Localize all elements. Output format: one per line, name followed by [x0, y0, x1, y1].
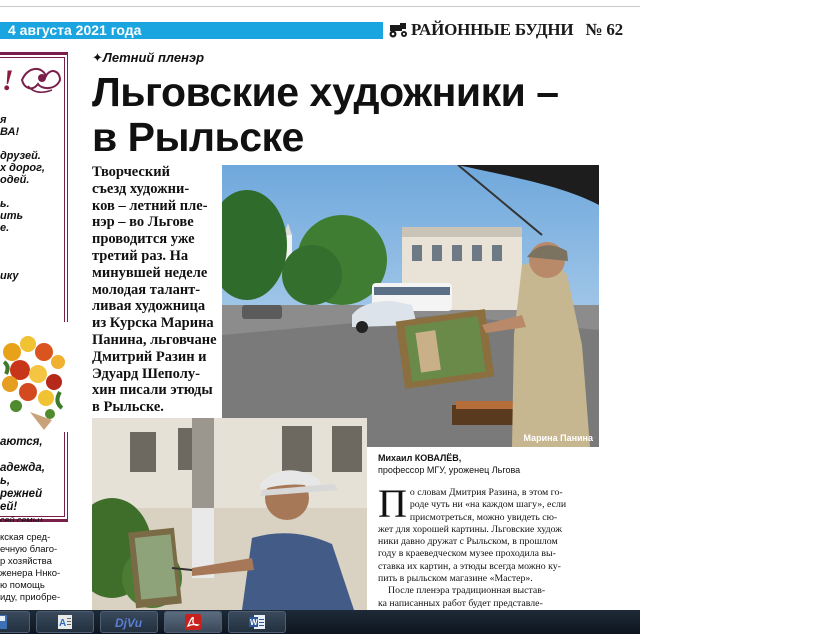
greeting-line: х дорог,	[0, 162, 45, 174]
body-line: пить в рыльском магазине «Мастер».	[378, 573, 533, 585]
lead-line: в Рыльске.	[92, 399, 164, 416]
photo-painter-at-street	[222, 165, 599, 447]
article-rubric: ✦Летний пленэр	[92, 50, 205, 65]
greeting-line: я	[0, 114, 7, 126]
newspaper-name: РАЙОННЫЕ БУДНИ	[411, 20, 574, 39]
greeting-line: ВА!	[0, 126, 20, 138]
masthead	[387, 20, 623, 40]
top-rule	[0, 6, 640, 7]
greeting-line: ь.	[0, 198, 10, 210]
body-line: присмотреться, можно увидеть сю-	[409, 511, 558, 523]
svg-text:W: W	[250, 618, 258, 627]
greeting-line: одей.	[0, 174, 30, 186]
fragment-line: ечную благо-	[0, 544, 58, 555]
fragment-line: женера Ннко-	[0, 568, 61, 579]
fragment-line: кская сред-	[0, 532, 51, 543]
lead-line: ков – летний пле-	[92, 197, 208, 214]
body-line: ка написанных работ будет представле-	[378, 597, 543, 609]
taskbar-app-djvu-viewer[interactable]	[100, 611, 158, 633]
greeting-column	[0, 52, 68, 522]
lead-line: съезд художни-	[92, 180, 190, 197]
article-headline	[92, 70, 632, 160]
greeting-line: е.	[0, 222, 10, 234]
greeting-line	[0, 449, 66, 462]
body-line: жет для хорошей картины. Льговские худож	[378, 523, 563, 535]
blank-right-area	[640, 0, 819, 634]
greeting-text-bottom	[0, 436, 66, 522]
lead-line: третий раз. На	[92, 247, 189, 264]
lead-line: нэр – во Льгове	[92, 214, 194, 231]
taskbar	[0, 610, 640, 634]
photo-man-painting	[92, 418, 367, 610]
greeting-line	[0, 246, 66, 258]
tractor-logo-icon	[387, 22, 409, 38]
article-lead	[92, 164, 216, 416]
photo-caption: Марина Панина	[523, 433, 593, 443]
headline-line-1: Льговские художники –	[92, 69, 559, 115]
greeting-line	[0, 138, 66, 150]
drop-cap: П	[378, 481, 407, 526]
lead-line: Творческий	[92, 164, 170, 180]
article-byline	[378, 452, 598, 476]
greeting-line: друзей.	[0, 150, 41, 162]
taskbar-app-word[interactable]	[228, 611, 286, 633]
left-column-article-fragment	[0, 532, 70, 604]
fragment-line: ю помощь	[0, 580, 45, 591]
body-line: роде чуть ни «на каждом шагу», если	[409, 499, 567, 511]
text-editor-icon	[56, 614, 74, 630]
floral-ornament-icon	[2, 60, 64, 100]
body-line: После пленэра традиционная выстав-	[388, 585, 546, 597]
headline-line-2: в Рыльске	[92, 114, 304, 160]
lead-line: минувшей неделе	[92, 264, 208, 281]
greeting-line: аются,	[0, 436, 43, 448]
save-icon	[0, 614, 10, 630]
djvu-viewer-icon	[114, 614, 144, 630]
greeting-line	[0, 258, 66, 270]
word-icon	[248, 614, 266, 630]
man-painting-illustration	[92, 418, 367, 610]
author-role: профессор МГУ, уроженец Льгова	[378, 465, 521, 475]
lead-line: Панина, льговчане	[92, 331, 217, 348]
ornament-mark: !	[2, 64, 14, 97]
greeting-line: режней	[0, 488, 43, 500]
issue-number: № 62	[585, 20, 623, 39]
flower-bouquet-image	[0, 322, 68, 432]
issue-date-bar	[0, 22, 383, 39]
taskbar-app-save[interactable]	[0, 611, 30, 633]
body-line: ставка их картин, а этюды всегда можно ку-	[378, 560, 561, 572]
fragment-line: р хозяйства	[0, 556, 52, 567]
svg-text:A: A	[59, 618, 67, 629]
taskbar-app-pdf-reader[interactable]	[164, 611, 222, 633]
body-line: году в краеведческом музее проходила вы-	[378, 548, 556, 560]
lead-line: Эдуард Шеполу-	[92, 365, 200, 382]
fragment-line: иду, приобре-	[0, 592, 61, 603]
greeting-line: ь,	[0, 475, 11, 487]
body-line: о словам Дмитрия Разина, в этом го-	[409, 487, 563, 498]
article-body	[378, 481, 600, 622]
author-name: Михаил КОВАЛЁВ,	[378, 453, 462, 463]
lead-line: проводится уже	[92, 231, 195, 248]
lead-line: хин писали этюды	[92, 382, 213, 399]
lead-line: из Курска Марина	[92, 315, 214, 332]
greeting-line: ей!	[0, 501, 18, 513]
rubric-label: Летний пленэр	[102, 50, 205, 65]
greeting-line: адежда,	[0, 462, 45, 474]
lead-line: молодая талант-	[92, 281, 201, 298]
greeting-signature: сей семьи	[0, 515, 43, 522]
street-scene-illustration	[222, 165, 599, 447]
greeting-text-top	[0, 114, 66, 282]
greeting-line: ить	[0, 210, 24, 222]
body-line: ники давно дружат с Рыльском, в прошлом	[378, 536, 558, 548]
greeting-line: ику	[0, 270, 19, 282]
djvu-label: DjVu	[115, 616, 143, 630]
taskbar-app-text-editor[interactable]	[36, 611, 94, 633]
greeting-line	[0, 186, 66, 198]
issue-date: 4 августа 2021 года	[8, 22, 142, 38]
greeting-line	[0, 234, 66, 246]
lead-line: Дмитрий Разин и	[92, 348, 207, 365]
lead-line: ливая художница	[92, 298, 206, 315]
pdf-reader-icon	[184, 614, 202, 630]
